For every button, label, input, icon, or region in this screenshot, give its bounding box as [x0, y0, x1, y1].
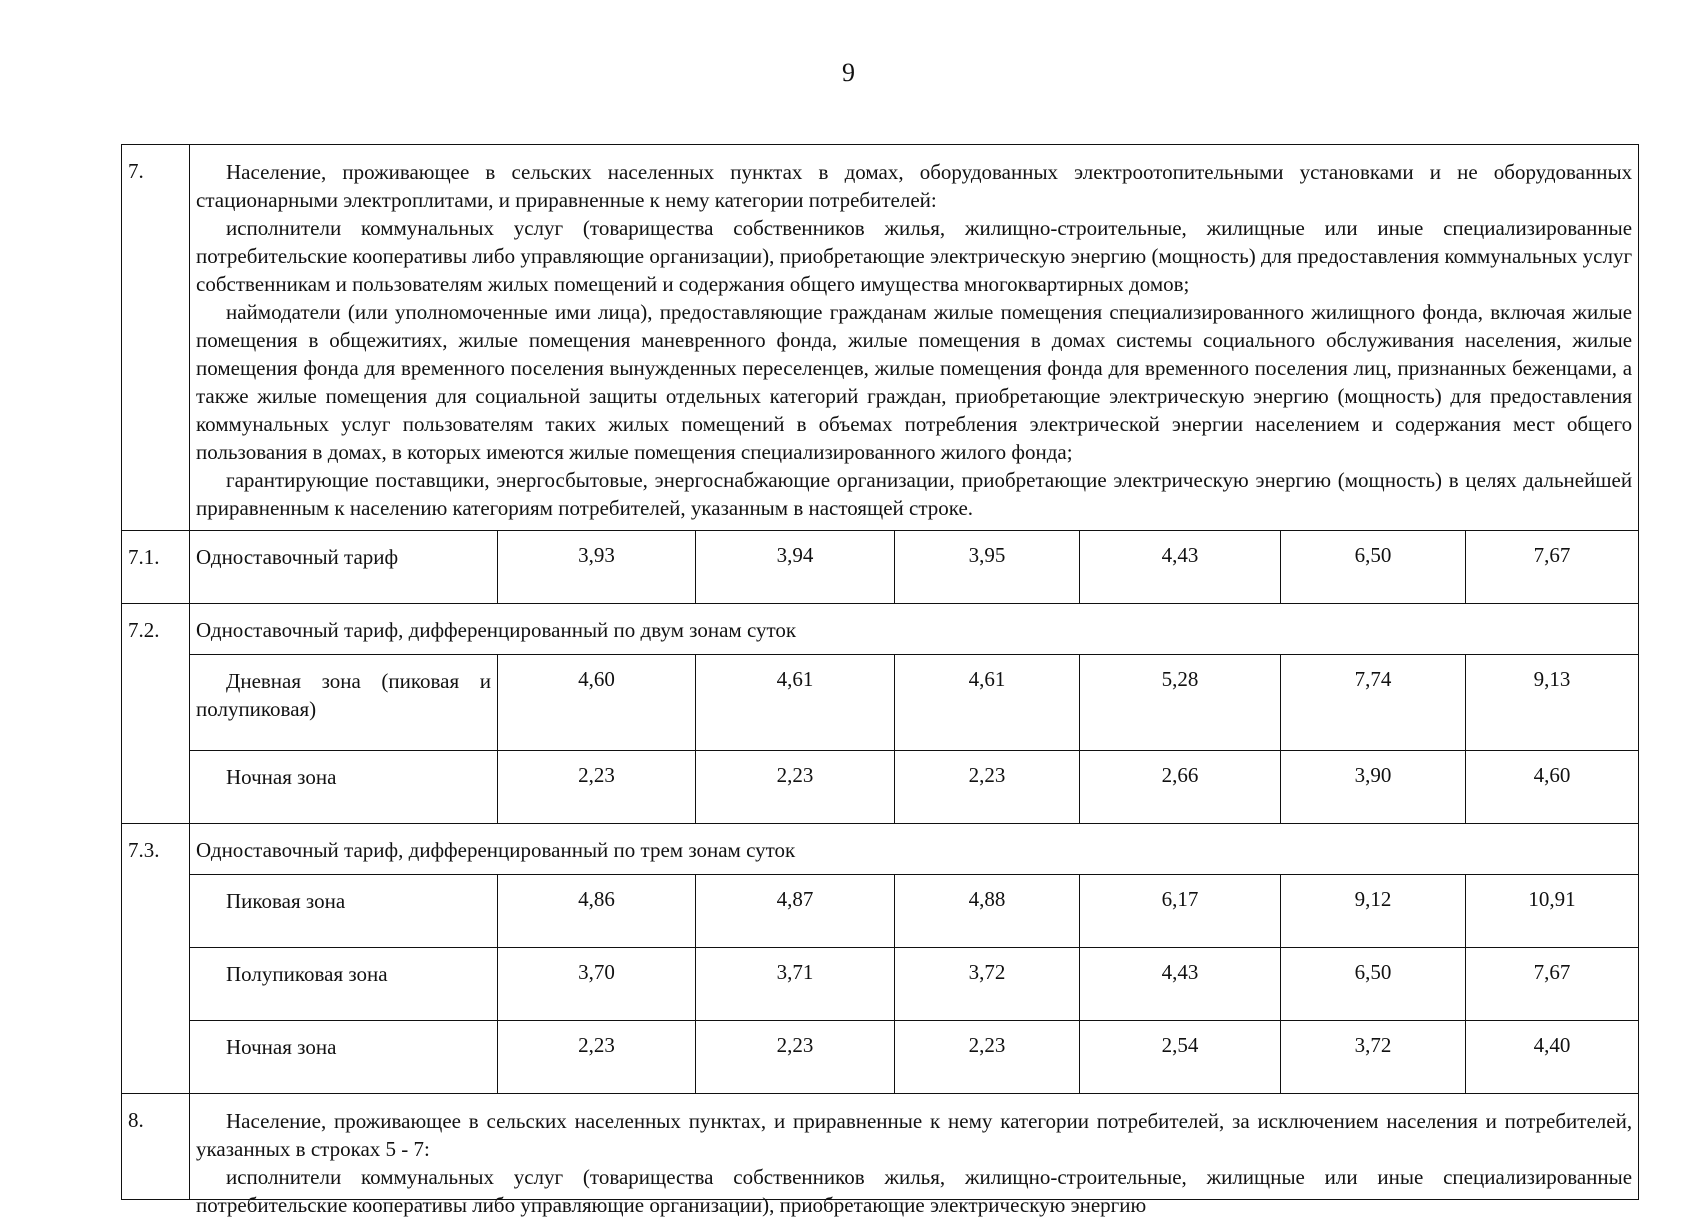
value-cell: 2,23	[498, 1021, 696, 1094]
row-8	[122, 1094, 1639, 1200]
paragraph: гарантирующие поставщики, энергосбытовые, энергоснабжающие организации, приобретающие электрическую энергию (мощность) в целях дальнейшей приравненным к населению категориям потребителей, указанным в настоящей строке.	[196, 468, 1633, 520]
value-cell: 6,17	[1080, 875, 1281, 948]
value-cell: 2,23	[895, 751, 1080, 824]
row-heading: Одноставочный тариф, дифференцированный по двум зонам суток	[190, 604, 1639, 655]
value-cell: 7,74	[1281, 655, 1466, 751]
row-number: 7.3.	[122, 824, 190, 1094]
row-7-description	[190, 145, 1639, 531]
value-cell: 2,66	[1080, 751, 1281, 824]
row-label: Ночная зона	[190, 1021, 498, 1094]
row-8-description	[190, 1094, 1639, 1217]
value-cell: 10,91	[1466, 875, 1639, 948]
page-number: 9	[842, 58, 855, 87]
value-cell: 2,23	[895, 1021, 1080, 1094]
value-cell: 4,61	[895, 655, 1080, 751]
value-cell: 6,50	[1281, 948, 1466, 1021]
value-cell: 3,72	[895, 948, 1080, 1021]
row-number: 7.2.	[122, 604, 190, 824]
value-cell: 3,70	[498, 948, 696, 1021]
value-cell: 4,61	[696, 655, 895, 751]
value-cell: 4,43	[1080, 531, 1281, 604]
value-cell: 4,86	[498, 875, 696, 948]
value-cell: 4,60	[1466, 751, 1639, 824]
row-7-2-night	[122, 751, 1639, 824]
row-number: 7.	[122, 145, 190, 531]
tariff-table	[121, 144, 1639, 1217]
row-label: Ночная зона	[190, 751, 498, 824]
row-7	[122, 145, 1639, 531]
value-cell: 4,43	[1080, 948, 1281, 1021]
row-number: 7.1.	[122, 531, 190, 604]
paragraph: наймодатели (или уполномоченные ими лица), предоставляющие гражданам жилые помещения специализированного жилищного фонда, включая жилые помещения в общежитиях, жилые помещения маневренного фонда, жилые помещения в домах системы социального обслуживания населения, жилые помещения фонда для временного поселения вынужденных переселенцев, жилые помещения фонда для временного поселения лиц, признанных беженцами, а также жилые помещения для социальной защиты отдельных категорий граждан, приобретающие электрическую энергию (мощность) для предоставления коммунальных услуг пользователям таких жилых помещений в объемах потребления электрической энергии населением и содержания мест общего пользования в домах, в которых имеются жилые помещения специализированного жилого фонда;	[196, 300, 1633, 464]
value-cell: 2,23	[498, 751, 696, 824]
value-cell: 4,60	[498, 655, 696, 751]
row-7-2-day	[122, 655, 1639, 751]
value-cell: 5,28	[1080, 655, 1281, 751]
paragraph: исполнители коммунальных услуг (товарищества собственников жилья, жилищно-строительные, жилищные или иные специализированные потребительские кооперативы либо управляющие организации), приобретающие электрическую энергию (мощность) для предоставления коммунальных услуг собственникам и пользователям жилых помещений и содержания общего имущества многоквартирных домов;	[196, 216, 1633, 296]
paragraph: Население, проживающее в сельских населенных пунктах в домах, оборудованных электроотопительными установками и не оборудованных стационарными электроплитами, и приравненные к нему категории потребителей:	[196, 160, 1633, 212]
value-cell: 6,50	[1281, 531, 1466, 604]
value-cell: 3,94	[696, 531, 895, 604]
value-cell: 3,90	[1281, 751, 1466, 824]
value-cell: 2,54	[1080, 1021, 1281, 1094]
value-cell: 3,72	[1281, 1021, 1466, 1094]
value-cell: 3,93	[498, 531, 696, 604]
row-7-2-heading	[122, 604, 1639, 655]
row-7-1	[122, 531, 1639, 604]
value-cell: 3,95	[895, 531, 1080, 604]
row-7-3-peak	[122, 875, 1639, 948]
value-cell: 9,12	[1281, 875, 1466, 948]
value-cell: 4,88	[895, 875, 1080, 948]
paragraph: Население, проживающее в сельских населенных пунктах, и приравненные к нему категории потребителей, за исключением населения и потребителей, указанных в строках 5 - 7:	[196, 1109, 1633, 1161]
value-cell: 7,67	[1466, 948, 1639, 1021]
value-cell: 7,67	[1466, 531, 1639, 604]
row-heading: Одноставочный тариф, дифференцированный по трем зонам суток	[190, 824, 1639, 875]
row-7-3-heading	[122, 824, 1639, 875]
value-cell: 2,23	[696, 751, 895, 824]
row-label: Пиковая зона	[190, 875, 498, 948]
value-cell: 9,13	[1466, 655, 1639, 751]
row-label: Одноставочный тариф	[190, 531, 498, 604]
row-label: Полупиковая зона	[190, 948, 498, 1021]
paragraph: исполнители коммунальных услуг (товарищества собственников жилья, жилищно-строительные, жилищные или иные специализированные потребительские кооперативы либо управляющие организации), приобретающие электрическую энергию	[196, 1165, 1633, 1217]
row-number: 8.	[122, 1094, 190, 1200]
value-cell: 2,23	[696, 1021, 895, 1094]
row-7-3-half-peak	[122, 948, 1639, 1021]
row-label: Дневная зона (пиковая и полупиковая)	[190, 655, 498, 751]
value-cell: 4,40	[1466, 1021, 1639, 1094]
value-cell: 4,87	[696, 875, 895, 948]
row-7-3-night	[122, 1021, 1639, 1094]
value-cell: 3,71	[696, 948, 895, 1021]
